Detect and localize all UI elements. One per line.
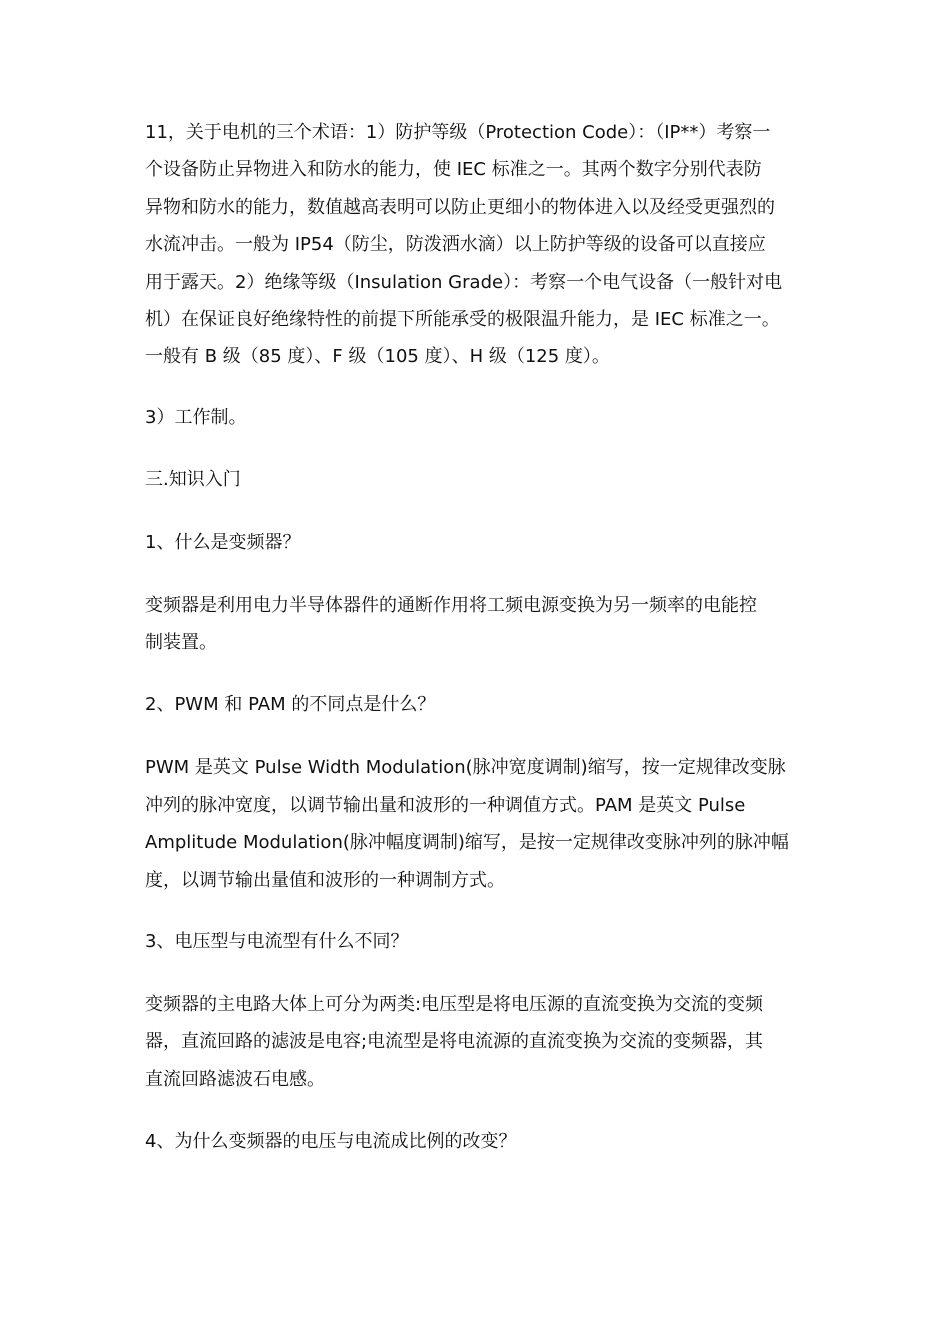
text-line: 用于露天。2）绝缘等级（Insulation Grade）：考察一个电气设备（一般针对电 <box>145 272 783 293</box>
text-line: Amplitude Modulation(脉冲幅度调制)缩写，是按一定规律改变脉冲列的脉冲幅 <box>145 832 789 853</box>
text-line: 机）在保证良好绝缘特性的前提下所能承受的极限温升能力，是 IEC 标准之一。 <box>145 309 780 330</box>
text-line: 一般有 B 级（85 度）、F 级（105 度）、H 级（125 度）。 <box>145 346 610 367</box>
question-heading: 3、电压型与电流型有什么不同？ <box>145 931 409 952</box>
text-line: PWM 是英文 Pulse Width Modulation(脉冲宽度调制)缩写，按一定规律改变脉 <box>145 757 786 778</box>
text-line: 直流回路滤波石电感。 <box>145 1069 325 1090</box>
text-line: 器，直流回路的滤波是电容;电流型是将电流源的直流变换为交流的变频器，其 <box>145 1031 764 1052</box>
text-line: 变频器是利用电力半导体器件的通断作用将工频电源变换为另一频率的电能控 <box>145 595 757 616</box>
text-line: 3）工作制。 <box>145 407 247 428</box>
section-heading: 三.知识入门 <box>145 469 241 490</box>
text-line: 个设备防止异物进入和防水的能力，使 IEC 标准之一。其两个数字分别代表防 <box>145 159 762 180</box>
text-line: 异物和防水的能力，数值越高表明可以防止更细小的物体进入以及经受更强烈的 <box>145 197 775 218</box>
text-line: 制装置。 <box>145 632 217 653</box>
text-line: 冲列的脉冲宽度，以调节输出量和波形的一种调值方式。PAM 是英文 Pulse <box>145 795 746 816</box>
question-heading: 1、什么是变频器？ <box>145 532 301 553</box>
text-line: 度，以调节输出量值和波形的一种调制方式。 <box>145 870 505 891</box>
text-line: 11，关于电机的三个术语：1）防护等级（Protection Code）：（IP**）考察一 <box>145 122 771 143</box>
question-heading: 4、为什么变频器的电压与电流成比例的改变？ <box>145 1131 517 1152</box>
text-line: 变频器的主电路大体上可分为两类:电压型是将电压源的直流变换为交流的变频 <box>145 994 764 1015</box>
text-line: 水流冲击。一般为 IP54（防尘，防泼洒水滴）以上防护等级的设备可以直接应 <box>145 234 766 255</box>
question-heading: 2、PWM 和 PAM 的不同点是什么？ <box>145 694 436 715</box>
